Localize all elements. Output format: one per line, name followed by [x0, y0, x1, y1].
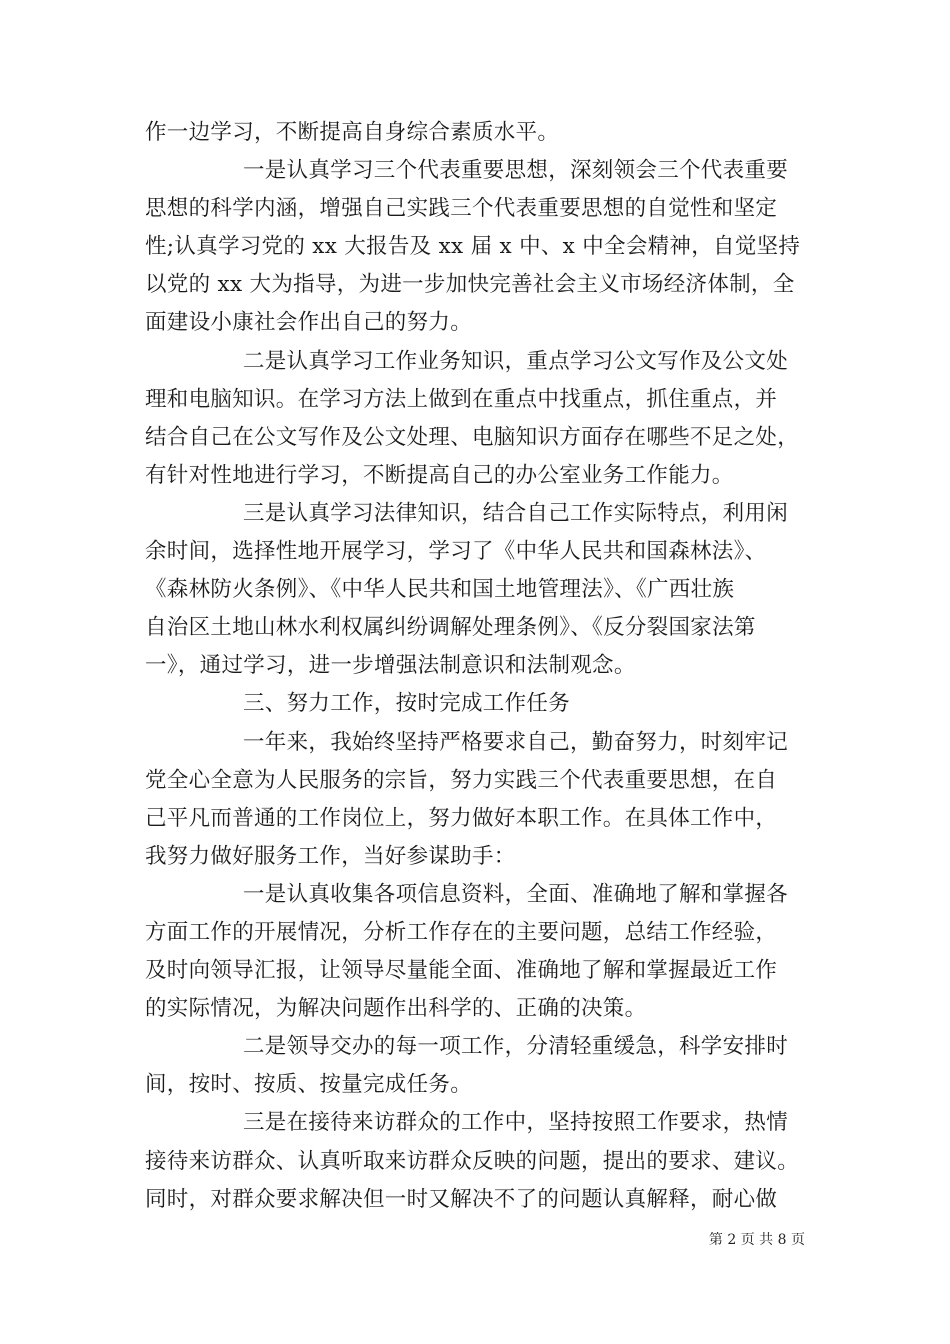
text-line: 作一边学习，不断提高自身综合素质水平。	[145, 120, 560, 145]
text-line: 我努力做好服务工作，当好参谋助手：	[145, 843, 516, 869]
text-line: 三、努力工作，按时完成工作任务	[243, 691, 571, 717]
text-line: 一》，通过学习，进一步增强法制意识和法制观念。	[145, 653, 636, 679]
text-line: 面建设小康社会作出自己的努力。	[145, 310, 473, 336]
text-line: 一年来，我始终坚持严格要求自己，勤奋努力，时刻牢记	[243, 729, 789, 755]
text-line: 己平凡而普通的工作岗位上，努力做好本职工作。在具体工作中，	[145, 805, 778, 831]
text-line: 二是领导交办的每一项工作，分清轻重缓急，科学安排时	[243, 1034, 789, 1060]
text-line: 三是认真学习法律知识，结合自己工作实际特点，利用闲	[243, 500, 789, 526]
text-line: 二是认真学习工作业务知识，重点学习公文写作及公文处	[243, 348, 789, 374]
text-line: 一是认真收集各项信息资料，全面、准确地了解和掌握各	[243, 881, 789, 907]
text-line: 理和电脑知识。在学习方法上做到在重点中找重点，抓住重点，并	[145, 386, 778, 412]
text-line: 以党的 xx 大为指导，为进一步加快完善社会主义市场经济体制，全	[145, 272, 795, 298]
text-line: 余时间，选择性地开展学习，学习了《中华人民共和国森林法》、	[145, 539, 767, 565]
text-line: 思想的科学内涵，增强自己实践三个代表重要思想的自觉性和坚定	[145, 196, 778, 222]
text-line: 性;认真学习党的 xx 大报告及 xx 届 x 中、x 中全会精神，自觉坚持	[145, 234, 801, 260]
text-line: 一是认真学习三个代表重要思想，深刻领会三个代表重要	[243, 158, 789, 184]
text-line: 党全心全意为人民服务的宗旨，努力实践三个代表重要思想，在自	[145, 767, 778, 793]
document-body	[145, 114, 811, 1219]
text-line: 三是在接待来访群众的工作中，坚持按照工作要求，热情	[243, 1110, 789, 1136]
text-line: 及时向领导汇报，让领导尽量能全面、准确地了解和掌握最近工作	[145, 958, 778, 984]
text-line: 有针对性地进行学习，不断提高自己的办公室业务工作能力。	[145, 462, 734, 488]
page-number: 第 2 页 共 8 页	[708, 1232, 805, 1248]
text-line: 间，按时、按质、按量完成任务。	[145, 1072, 473, 1098]
text-line: 同时，对群众要求解决但一时又解决不了的问题认真解释，耐心做	[145, 1186, 778, 1212]
text-line: 接待来访群众、认真听取来访群众反映的问题，提出的要求、建议。	[145, 1148, 800, 1174]
text-line: 结合自己在公文写作及公文处理、电脑知识方面存在哪些不足之处，	[145, 424, 800, 450]
text-line: 《森林防火条例》、《中华人民共和国土地管理法》、《广西壮族	[145, 577, 735, 603]
text-line: 的实际情况，为解决问题作出科学的、正确的决策。	[145, 996, 647, 1022]
text-line: 自治区土地山林水利权属纠纷调解处理条例》、《反分裂国家法第	[145, 615, 756, 641]
text-line: 方面工作的开展情况，分析工作存在的主要问题，总结工作经验，	[145, 919, 778, 945]
